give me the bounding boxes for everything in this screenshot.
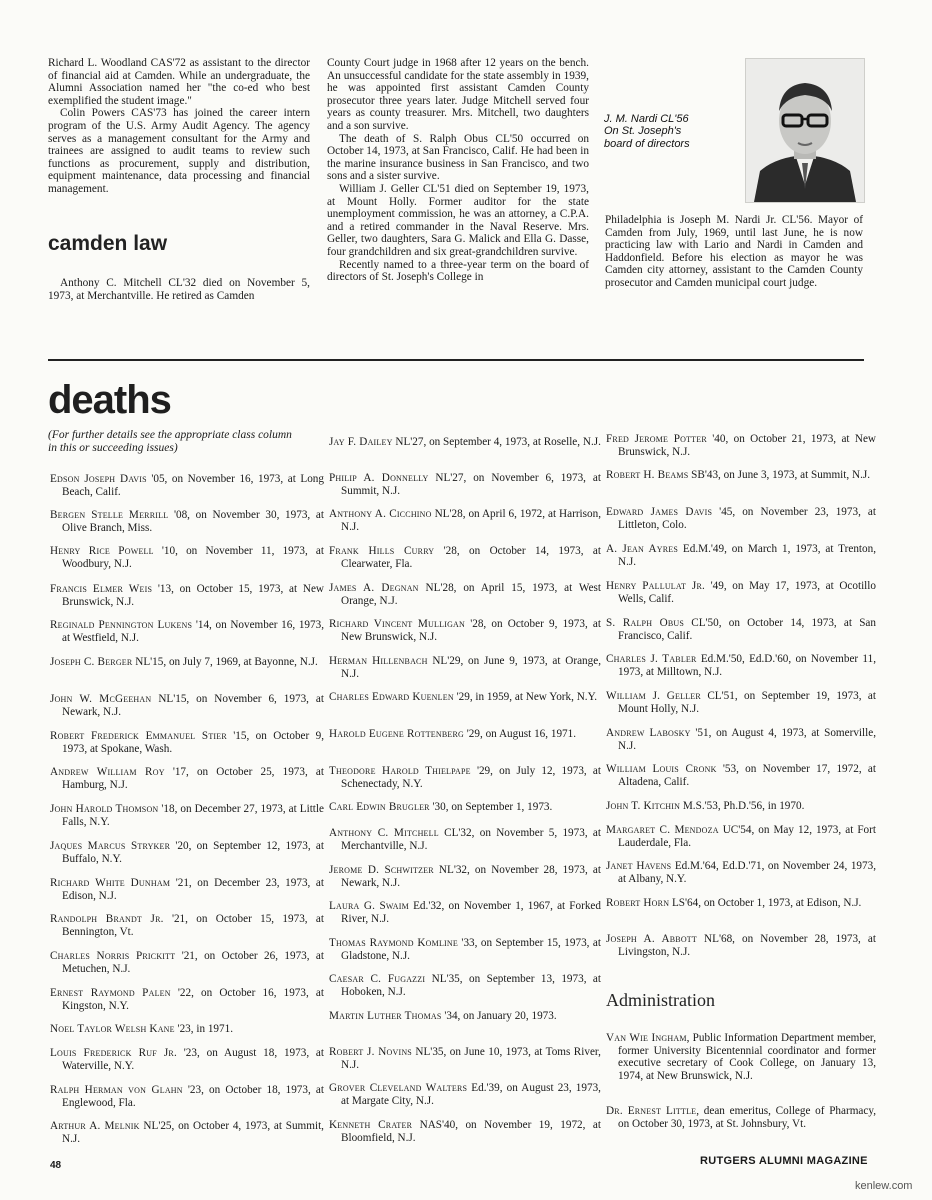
deceased-name: Van Wie Ingham bbox=[606, 1032, 687, 1044]
deceased-name: Fred Jerome Potter bbox=[606, 433, 707, 445]
deceased-name: Ralph Herman von Glahn bbox=[50, 1084, 183, 1096]
deceased-name: Anthony C. Mitchell bbox=[329, 827, 439, 839]
deceased-name: William J. Geller bbox=[606, 690, 701, 702]
death-entry bbox=[606, 800, 876, 813]
death-entry bbox=[50, 619, 324, 644]
administration-heading: Administration bbox=[606, 990, 715, 1010]
death-details: NL'68, on November 28, 1973, at Livingston, N.J. bbox=[618, 933, 876, 958]
death-entry bbox=[50, 950, 324, 975]
death-entry bbox=[606, 580, 876, 605]
deceased-name: Jerome D. Schwitzer bbox=[329, 864, 434, 876]
deceased-name: Herman Hillenbach bbox=[329, 655, 428, 667]
death-entry bbox=[50, 1120, 324, 1145]
death-entry bbox=[606, 1032, 876, 1082]
deaths-note: (For further details see the appropriate class column in this or succeeding issues) bbox=[48, 429, 292, 454]
death-details: '40, on October 21, 1973, at New Brunswick, N.J. bbox=[618, 433, 877, 458]
deceased-name: Thomas Raymond Komline bbox=[329, 937, 458, 949]
deceased-name: Robert H. Beams bbox=[606, 469, 689, 481]
death-entry bbox=[329, 973, 601, 998]
caption-line: board of directors bbox=[604, 137, 690, 150]
deceased-name: Robert J. Novins bbox=[329, 1046, 412, 1058]
death-entry bbox=[606, 506, 876, 531]
death-details: NL'15, on November 6, 1973, at Newark, N.J. bbox=[62, 693, 324, 718]
death-entry bbox=[606, 653, 876, 678]
death-entry bbox=[606, 933, 876, 958]
death-details: NL'35, on September 13, 1973, at Hoboken, N.J. bbox=[341, 973, 601, 998]
death-entry bbox=[50, 656, 324, 669]
article-paragraph: Colin Powers CAS'73 has joined the career intern program of the U.S. Army Audit Agency. The agency serves as a management consultant for the Army and trainees are assigned to audit teams to review such functions as procurement, supply and distribution, equipment maintenance, data processing and financial management. bbox=[48, 107, 310, 195]
deceased-name: Jay F. Dailey bbox=[329, 436, 393, 448]
death-details: CL'32, on November 5, 1973, at Merchantville, N.J. bbox=[341, 827, 602, 852]
death-entry bbox=[50, 473, 324, 498]
death-entry bbox=[329, 801, 601, 814]
death-entry bbox=[329, 582, 601, 607]
deceased-name: Charles Edward Kuenlen bbox=[329, 691, 454, 703]
deceased-name: Margaret C. Mendoza bbox=[606, 824, 719, 836]
death-entry bbox=[50, 583, 324, 608]
deceased-name: Harold Eugene Rottenberg bbox=[329, 728, 464, 740]
death-entry bbox=[329, 728, 601, 741]
death-entry bbox=[606, 897, 876, 910]
top-column-2 bbox=[327, 57, 589, 284]
camden-law-heading: camden law bbox=[48, 232, 168, 255]
death-details: '28, on October 9, 1973, at New Brunswick, N.J. bbox=[341, 618, 601, 643]
death-details: '51, on August 4, 1973, at Somerville, N.J. bbox=[618, 727, 877, 752]
death-details: '34, on January 20, 1973. bbox=[441, 1010, 557, 1022]
deceased-name: Henry Rice Powell bbox=[50, 545, 154, 557]
article-paragraph: William J. Geller CL'51 died on September 19, 1973, at Mount Holly. Former auditor for the state unemployment commission, he was an attorney, a C.P.A. and a retired commander in the Naval Reserve. Mrs. Geller, two daughters, Sara G. Malick and Ella G. Dasse, four grandchildren and six great-grandchildren survive. bbox=[327, 182, 589, 258]
death-details: NL'28, on April 6, 1972, at Harrison, N.J. bbox=[341, 508, 601, 533]
death-details: '49, on May 17, 1973, at Ocotillo Wells, Calif. bbox=[618, 580, 876, 605]
deceased-name: Richard Vincent Mulligan bbox=[329, 618, 466, 630]
camden-law-text bbox=[48, 277, 310, 302]
caption-line: On St. Joseph's bbox=[604, 125, 682, 138]
deceased-name: Carl Edwin Brugler bbox=[329, 801, 430, 813]
death-details: NL'27, on November 6, 1973, at Summit, N.J. bbox=[341, 472, 601, 497]
death-details: CL'50, on October 14, 1973, at San Francisco, Calif. bbox=[618, 617, 876, 642]
death-entry bbox=[329, 900, 601, 925]
death-details: '53, on November 17, 1972, at Altadena, Calif. bbox=[618, 763, 876, 788]
deceased-name: Charles J. Tabler bbox=[606, 653, 697, 665]
death-details: '21, on October 15, 1973, at Bennington, Vt. bbox=[62, 913, 324, 938]
article-paragraph: Richard L. Woodland CAS'72 as assistant to the director of financial aid at Camden. While an undergraduate, the Alumni Association named her "the co-ed who best exemplified the student image." bbox=[48, 57, 310, 107]
death-entry bbox=[50, 1023, 324, 1036]
death-entry bbox=[50, 913, 324, 938]
death-details: '18, on December 27, 1973, at Little Falls, N.Y. bbox=[62, 803, 324, 828]
death-entry bbox=[606, 433, 876, 458]
death-entry bbox=[329, 1010, 601, 1023]
deceased-name: Theodore Harold Thielpape bbox=[329, 765, 471, 777]
death-details: '13, on October 15, 1973, at New Brunswick, N.J. bbox=[62, 583, 325, 608]
death-details: UC'54, on May 12, 1973, at Fort Lauderdale, Fla. bbox=[618, 824, 876, 849]
deceased-name: Andrew Labosky bbox=[606, 727, 691, 739]
death-details: NL'28, on April 15, 1973, at West Orange, N.J. bbox=[341, 582, 602, 607]
death-details: LS'64, on October 1, 1973, at Edison, N.J. bbox=[669, 897, 862, 909]
deceased-name: Edson Joseph Davis bbox=[50, 473, 147, 485]
caption-line: J. M. Nardi CL'56 bbox=[604, 113, 689, 125]
deceased-name: Joseph C. Berger bbox=[50, 656, 133, 668]
death-details: '21, on December 23, 1973, at Edison, N.J. bbox=[62, 877, 324, 902]
death-details: CL'51, on September 19, 1973, at Mount Holly, N.J. bbox=[618, 690, 876, 715]
death-entry bbox=[50, 693, 324, 718]
death-entry bbox=[329, 618, 601, 643]
deceased-name: Noel Taylor Welsh Kane bbox=[50, 1023, 175, 1035]
death-details: '20, on September 12, 1973, at Buffalo, N.Y. bbox=[62, 840, 324, 865]
deceased-name: Randolph Brandt Jr. bbox=[50, 913, 164, 925]
death-entry bbox=[50, 730, 324, 755]
deceased-name: Kenneth Crater bbox=[329, 1119, 413, 1131]
death-entry bbox=[329, 1046, 601, 1071]
deceased-name: Andrew William Roy bbox=[50, 766, 165, 778]
death-entry bbox=[50, 840, 324, 865]
death-entry bbox=[329, 937, 601, 962]
death-entry bbox=[50, 545, 324, 570]
death-details: '21, on October 26, 1973, at Metuchen, N.J. bbox=[62, 950, 324, 975]
deceased-name: Grover Cleveland Walters bbox=[329, 1082, 468, 1094]
article-paragraph: County Court judge in 1968 after 12 years on the bench. An unsuccessful candidate for the state assembly in 1939, he was appointed first assistant Camden County prosecutor three years later. Judge Mitchell served four years as county treasurer. Mrs. Mitchell, two daughters and a son survive. bbox=[327, 57, 589, 132]
death-details: Ed.M.'64, Ed.D.'71, on November 24, 1973, at Albany, N.Y. bbox=[618, 860, 876, 885]
death-entry bbox=[50, 803, 324, 828]
top-column-1 bbox=[48, 57, 310, 196]
death-details: NAS'40, on November 19, 1972, at Bloomfield, N.J. bbox=[341, 1119, 601, 1144]
deceased-name: Charles Norris Prickitt bbox=[50, 950, 176, 962]
portrait-photo bbox=[745, 58, 865, 203]
article-paragraph: Philadelphia is Joseph M. Nardi Jr. CL'56. Mayor of Camden from July, 1969, until last June, he is now practicing law with Lario and Nardi in Camden and Haddonfield. Before his election as mayor he was Camden city attorney, assistant to the Camden County prosecutor and Camden municipal court judge. bbox=[605, 214, 863, 289]
deceased-name: William Louis Cronk bbox=[606, 763, 717, 775]
death-details: NL'27, on September 4, 1973, at Roselle, N.J. bbox=[392, 436, 601, 448]
death-entry bbox=[606, 824, 876, 849]
article-paragraph: The death of S. Ralph Obus CL'50 occurred on October 14, 1973, at San Francisco, Calif. He had been in the marine insurance business in San Francisco, and two sons and a sister survive. bbox=[327, 132, 589, 183]
deceased-name: Jaques Marcus Stryker bbox=[50, 840, 171, 852]
deceased-name: Dr. Ernest Little bbox=[606, 1105, 697, 1117]
death-entry bbox=[329, 765, 601, 790]
deceased-name: John W. McGeehan bbox=[50, 693, 152, 705]
death-entry bbox=[329, 1119, 601, 1144]
death-entry bbox=[606, 727, 876, 752]
death-entry bbox=[606, 469, 876, 482]
deceased-name: Martin Luther Thomas bbox=[329, 1010, 442, 1022]
top-column-3 bbox=[605, 214, 863, 290]
deceased-name: S. Ralph Obus bbox=[606, 617, 685, 629]
death-details: '23, in 1971. bbox=[174, 1023, 234, 1035]
deceased-name: Richard White Dunham bbox=[50, 877, 171, 889]
deceased-name: Joseph A. Abbott bbox=[606, 933, 697, 945]
death-details: '05, on November 16, 1973, at Long Beach, Calif. bbox=[62, 473, 324, 498]
deceased-name: Henry Pallulat Jr. bbox=[606, 580, 705, 592]
death-details: Ed.'32, on November 1, 1967, at Forked River, N.J. bbox=[341, 900, 601, 925]
death-entry bbox=[329, 436, 601, 449]
death-details: '23, on August 18, 1973, at Waterville, N.Y. bbox=[62, 1047, 325, 1072]
deceased-name: Anthony A. Cicchino bbox=[329, 508, 432, 520]
death-details: '28, on October 14, 1973, at Clearwater, Fla. bbox=[341, 545, 601, 570]
deceased-name: John T. Kitchin bbox=[606, 800, 681, 812]
death-entry bbox=[329, 545, 601, 570]
death-details: NL'35, on June 10, 1973, at Toms River, N.J. bbox=[341, 1046, 601, 1071]
death-entry bbox=[606, 617, 876, 642]
section-divider bbox=[48, 359, 864, 361]
death-entry bbox=[329, 691, 601, 704]
death-entry bbox=[329, 472, 601, 497]
death-details: '30, on September 1, 1973. bbox=[429, 801, 553, 813]
death-details: '08, on November 30, 1973, at Olive Branch, Miss. bbox=[62, 509, 324, 534]
deceased-name: Philip A. Donnelly bbox=[329, 472, 429, 484]
deceased-name: John Harold Thomson bbox=[50, 803, 159, 815]
deceased-name: Reginald Pennington Lukens bbox=[50, 619, 193, 631]
death-entry bbox=[50, 1084, 324, 1109]
death-details: '29, in 1959, at New York, N.Y. bbox=[453, 691, 598, 703]
death-entry bbox=[606, 1105, 876, 1130]
death-details: '45, on November 23, 1973, at Littleton, Colo. bbox=[618, 506, 877, 531]
death-entry bbox=[606, 860, 876, 885]
death-details: M.S.'53, Ph.D.'56, in 1970. bbox=[680, 800, 805, 812]
death-details: NL'32, on November 28, 1973, at Newark, N.J. bbox=[341, 864, 601, 889]
death-entry bbox=[329, 864, 601, 889]
deceased-name: Bergen Stelle Merrill bbox=[50, 509, 169, 521]
death-entry bbox=[50, 987, 324, 1012]
deceased-name: James A. Degnan bbox=[329, 582, 419, 594]
death-entry bbox=[329, 508, 601, 533]
article-paragraph: Recently named to a three-year term on the board of directors of St. Joseph's College in bbox=[327, 258, 589, 284]
portrait-illustration bbox=[746, 59, 864, 202]
death-details: '22, on October 16, 1973, at Kingston, N.Y. bbox=[62, 987, 325, 1012]
deceased-name: Frank Hills Curry bbox=[329, 545, 435, 557]
death-details: SB'43, on June 3, 1973, at Summit, N.J. bbox=[688, 469, 871, 481]
death-entry bbox=[50, 509, 324, 534]
death-details: '17, on October 25, 1973, at Hamburg, N.J. bbox=[62, 766, 325, 791]
death-details: , dean emeritus, College of Pharmacy, on October 30, 1973, at St. Johnsbury, Vt. bbox=[618, 1105, 877, 1130]
deceased-name: Janet Havens bbox=[606, 860, 672, 872]
death-details: Ed.M.'50, Ed.D.'60, on November 11, 1973, at Milltown, N.J. bbox=[618, 653, 876, 678]
death-details: '33, on September 15, 1973, at Gladstone, N.J. bbox=[341, 937, 601, 962]
death-details: '10, on November 11, 1973, at Woodbury, N.J. bbox=[62, 545, 324, 570]
magazine-title: RUTGERS ALUMNI MAGAZINE bbox=[700, 1155, 868, 1167]
death-entry bbox=[606, 690, 876, 715]
deceased-name: Edward James Davis bbox=[606, 506, 713, 518]
deceased-name: Ernest Raymond Palen bbox=[50, 987, 171, 999]
death-details: , Public Information Department member, former University Bicentennial coordinator and former executive secretary of Cook College, on January 13, 1974, at New Brunswick, N.J. bbox=[618, 1032, 876, 1082]
article-paragraph: Anthony C. Mitchell CL'32 died on November 5, 1973, at Merchantville. He retired as Camden bbox=[48, 277, 310, 302]
death-entry bbox=[329, 827, 601, 852]
death-details: Ed.M.'49, on March 1, 1973, at Trenton, N.J. bbox=[618, 543, 877, 568]
death-details: NL'29, on June 9, 1973, at Orange, N.J. bbox=[341, 655, 601, 680]
deceased-name: Louis Frederick Ruf Jr. bbox=[50, 1047, 177, 1059]
page-number: 48 bbox=[50, 1160, 62, 1171]
deceased-name: Arthur A. Melnik bbox=[50, 1120, 140, 1132]
deceased-name: Robert Frederick Emmanuel Stier bbox=[50, 730, 227, 742]
death-entry bbox=[329, 1082, 601, 1107]
deceased-name: Laura G. Swaim bbox=[329, 900, 409, 912]
deceased-name: Robert Horn bbox=[606, 897, 670, 909]
death-entry bbox=[606, 763, 876, 788]
death-entry bbox=[329, 655, 601, 680]
death-details: Ed.'39, on August 23, 1973, at Margate City, N.J. bbox=[341, 1082, 601, 1107]
death-entry bbox=[50, 766, 324, 791]
death-details: '23, on October 18, 1973, at Englewood, Fla. bbox=[62, 1084, 324, 1109]
death-details: '29, on July 12, 1973, at Schenectady, N.Y. bbox=[341, 765, 601, 790]
deceased-name: A. Jean Ayres bbox=[606, 543, 679, 555]
deaths-heading: deaths bbox=[48, 378, 171, 422]
death-details: NL'25, on October 4, 1973, at Summit, N.J. bbox=[62, 1120, 324, 1145]
deceased-name: Francis Elmer Weis bbox=[50, 583, 153, 595]
death-details: '15, on October 9, 1973, at Spokane, Wash. bbox=[62, 730, 324, 755]
death-details: NL'15, on July 7, 1969, at Bayonne, N.J. bbox=[132, 656, 318, 668]
death-entry bbox=[50, 1047, 324, 1072]
death-details: '29, on August 16, 1971. bbox=[463, 728, 577, 740]
watermark: kenlew.com bbox=[855, 1180, 913, 1192]
deceased-name: Caesar C. Fugazzi bbox=[329, 973, 426, 985]
death-entry bbox=[606, 543, 876, 568]
photo-caption bbox=[604, 113, 739, 150]
death-entry bbox=[50, 877, 324, 902]
death-details: '14, on November 16, 1973, at Westfield, N.J. bbox=[62, 619, 324, 644]
